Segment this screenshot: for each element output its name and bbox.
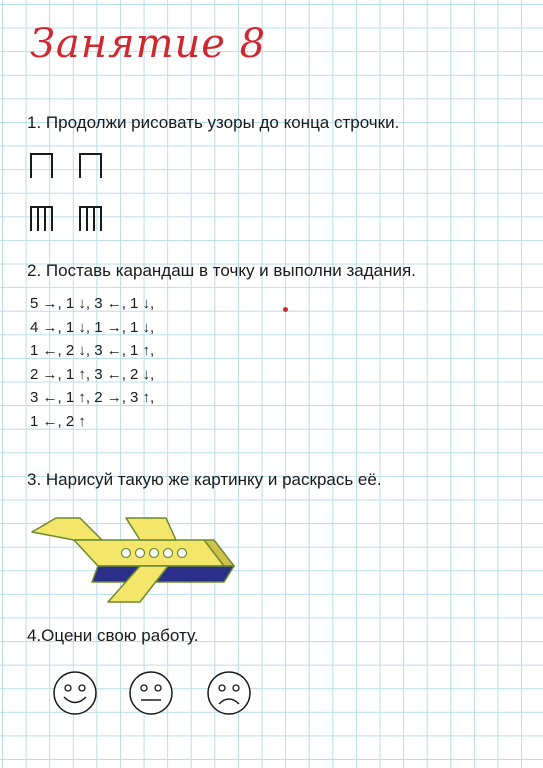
dictation-line: 5 →, 1 ↓, 3 ←, 1 ↓, — [30, 295, 155, 312]
meander-pattern-row — [28, 150, 118, 180]
dictation-line: 1 ←, 2 ↑ — [30, 412, 86, 430]
task-4-text: 4.Оцени свою работу. — [27, 626, 199, 645]
neutral-face-icon — [128, 670, 174, 716]
airplane-picture — [28, 510, 240, 610]
dictation-line: 1 ←, 2 ↓, 3 ←, 1 ↑, — [30, 342, 155, 360]
task-2-text: 2. Поставь карандаш в точку и выполни задания. — [27, 261, 416, 280]
graphic-dictation — [30, 292, 154, 434]
dictation-line: 4 →, 1 ↓, 1 →, 1 ↓, — [30, 318, 155, 336]
task-3-text: 3. Нарисуй такую же картинку и раскрась её. — [27, 470, 382, 489]
sad-face-icon — [206, 670, 252, 716]
happy-face-icon — [52, 670, 98, 716]
start-dot — [283, 307, 288, 312]
dictation-line: 2 →, 1 ↑, 3 ←, 2 ↓, — [30, 365, 155, 383]
comb-icon — [31, 207, 101, 231]
dictation-line: 3 ←, 1 ↑, 2 →, 3 ↑, — [30, 389, 155, 407]
lesson-title: Занятие 8 — [30, 21, 267, 67]
comb-pattern-row — [28, 203, 118, 233]
airplane-icon — [32, 518, 234, 602]
meander-icon — [31, 154, 101, 178]
task-1-text: 1. Продолжи рисовать узоры до конца строчки. — [27, 113, 400, 132]
